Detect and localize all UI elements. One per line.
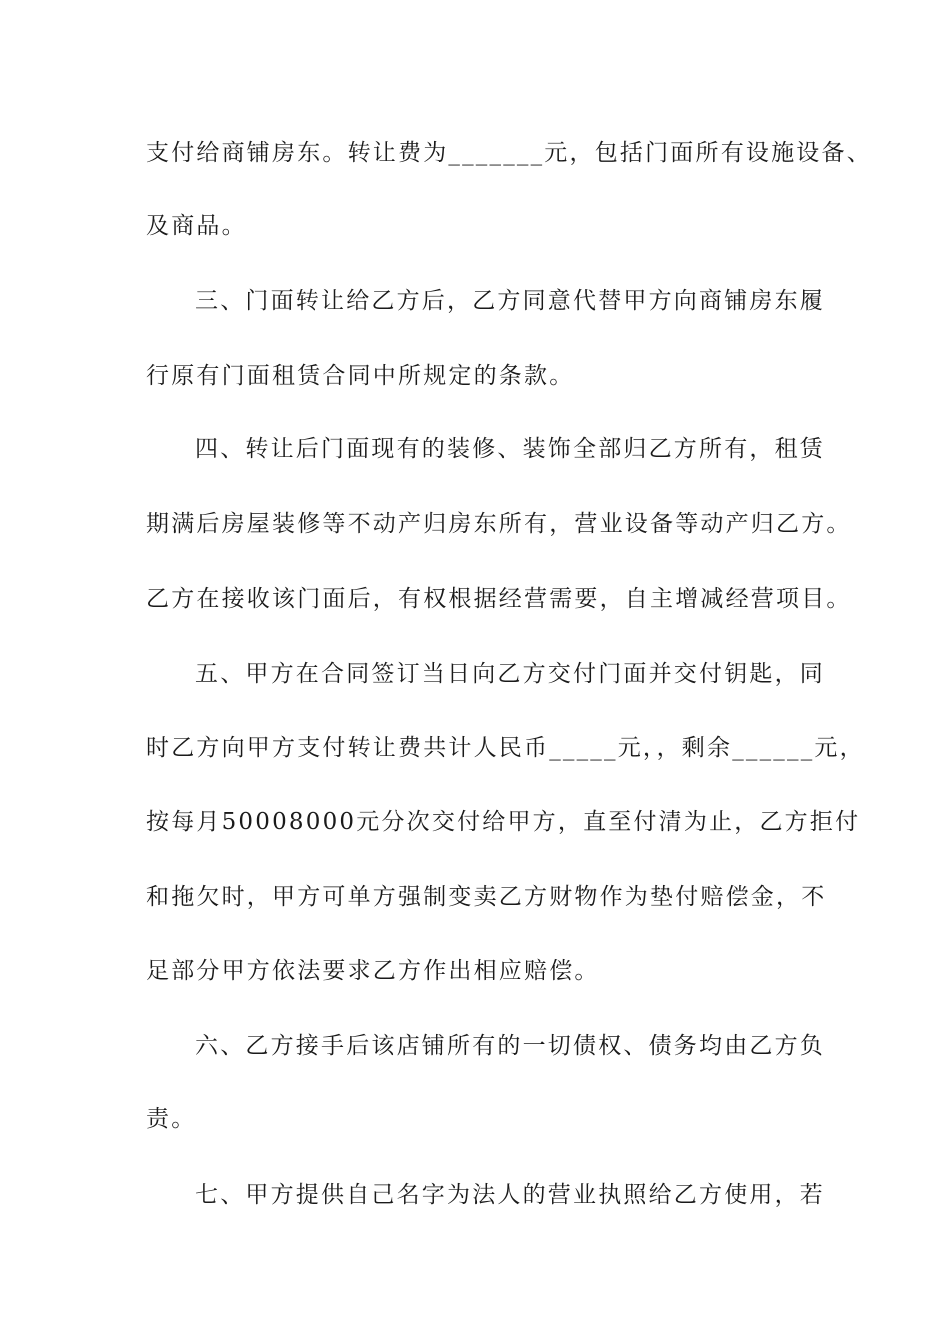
clause-5-line-1: 五、甲方在合同签订当日向乙方交付门面并交付钥匙，同: [195, 661, 825, 687]
clause-6-line-2: 责。: [146, 1106, 197, 1132]
clause-7-line-1: 七、甲方提供自己名字为法人的营业执照给乙方使用，若: [195, 1182, 825, 1208]
clause-5-line-5: 足部分甲方依法要求乙方作出相应赔偿。: [146, 958, 600, 984]
text-line-2: 及商品。: [146, 213, 247, 239]
text-line-1: 支付给商铺房东。转让费为_______元，包括门面所有设施设备、: [146, 140, 872, 166]
clause-4-line-1: 四、转让后门面现有的装修、装饰全部归乙方所有，租赁: [195, 436, 825, 462]
clause-3-line-1: 三、门面转让给乙方后，乙方同意代替甲方向商铺房东履: [195, 288, 825, 314]
clause-5-line-3: 按每月50008000元分次交付给甲方，直至付清为止，乙方拒付: [146, 809, 861, 835]
clause-3-line-2: 行原有门面租赁合同中所规定的条款。: [146, 363, 575, 389]
clause-5-line-4: 和拖欠时，甲方可单方强制变卖乙方财物作为垫付赔偿金，不: [146, 884, 827, 910]
clause-4-line-2: 期满后房屋装修等不动产归房东所有，营业设备等动产归乙方。: [146, 511, 852, 537]
clause-6-line-1: 六、乙方接手后该店铺所有的一切债权、债务均由乙方负: [195, 1033, 825, 1059]
clause-4-line-3: 乙方在接收该门面后，有权根据经营需要，自主增减经营项目。: [146, 586, 852, 612]
clause-5-line-2: 时乙方向甲方支付转让费共计人民币_____元，，剩余______元，: [146, 735, 865, 761]
